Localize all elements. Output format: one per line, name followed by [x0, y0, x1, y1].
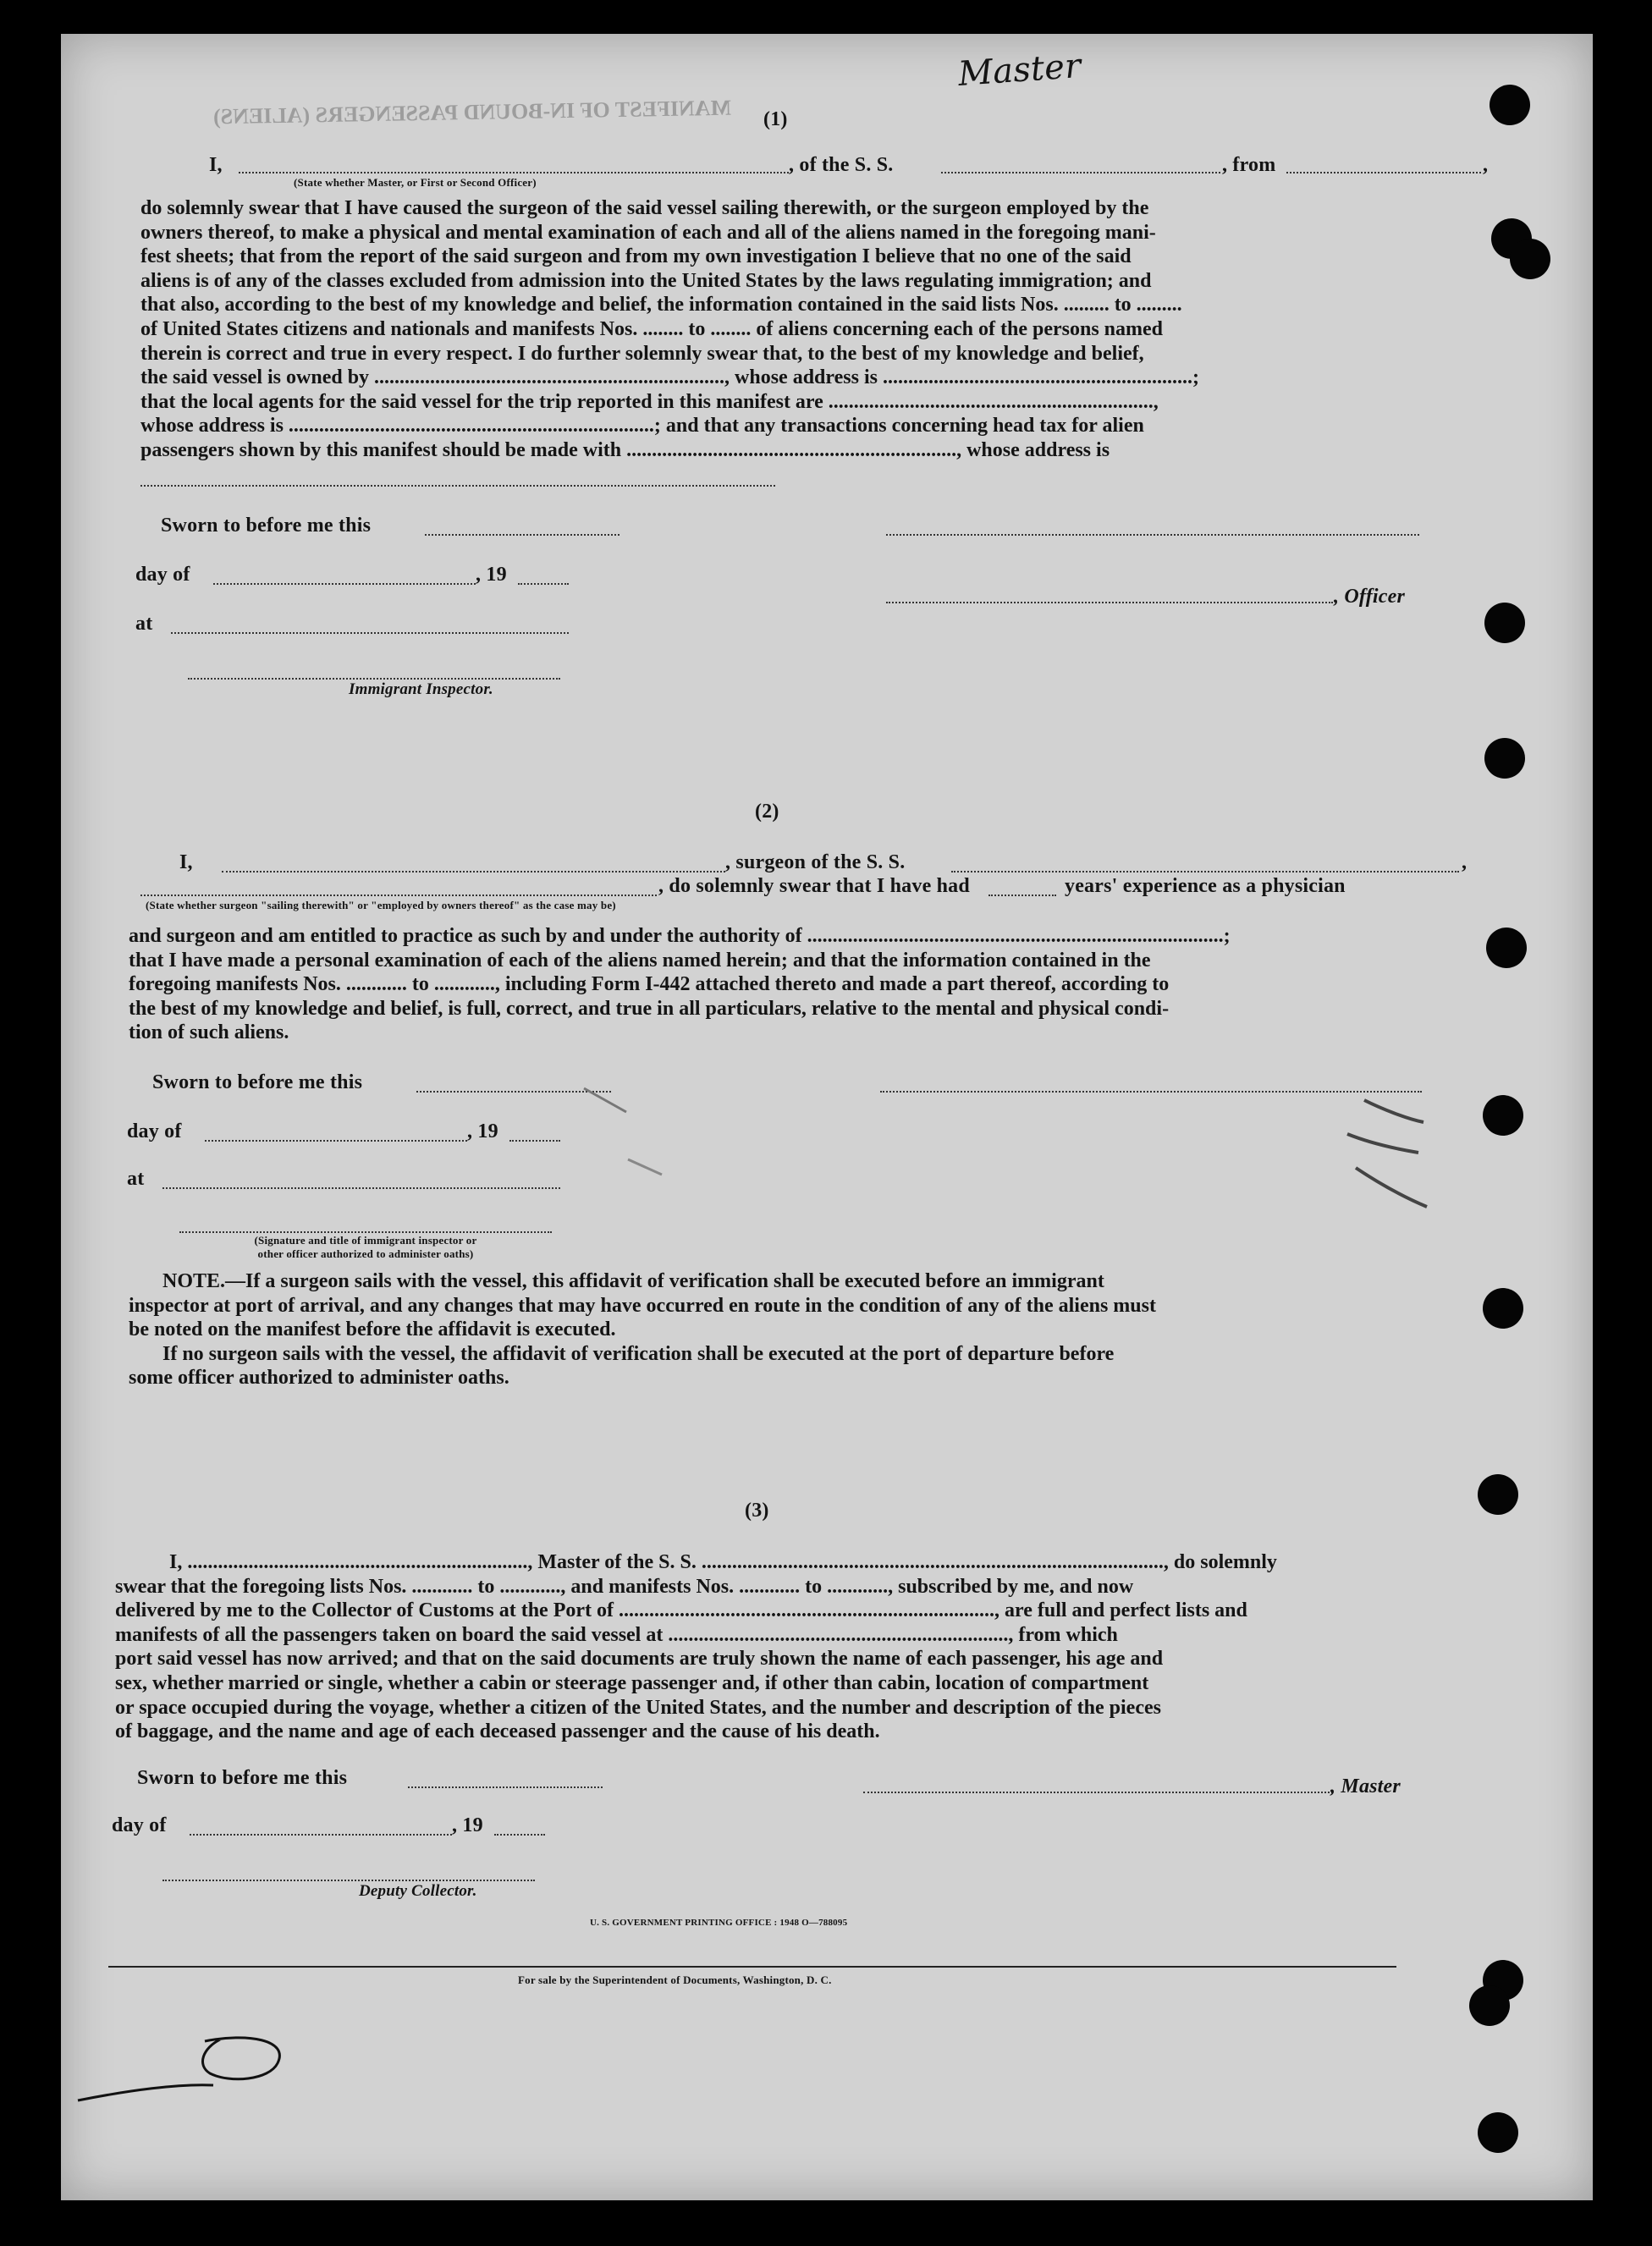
s1-sworn-label: Sworn to before me this [161, 515, 372, 537]
s2-year-prefix: , 19 [467, 1120, 498, 1142]
s2-years-field[interactable] [988, 894, 1056, 896]
s2-at-label: at [127, 1168, 145, 1190]
s3-body-line: delivered by me to the Collector of Customs at the Port of .........................................................................., are full and perfect lists and [115, 1599, 1247, 1622]
s3-sworn-label: Sworn to before me this [137, 1767, 348, 1789]
document-sheet [61, 34, 1593, 2200]
note-line: some officer authorized to administer oaths. [129, 1367, 509, 1390]
note-line: If no surgeon sails with the vessel, the affidavit of verification shall be executed at the port of departure before [162, 1342, 1115, 1365]
s1-year-prefix: , 19 [476, 564, 507, 586]
s2-at-place-field[interactable] [162, 1186, 560, 1189]
s1-officer-label: , Officer [1334, 586, 1405, 608]
binder-hole [1510, 239, 1550, 279]
s1-body-line: fest sheets; that from the report of the said surgeon and from my own investigation I believe that no one of the said [140, 245, 1132, 268]
s1-from-port-field[interactable] [1286, 171, 1481, 173]
footer-rule [108, 1965, 1396, 1968]
binder-hole [1484, 738, 1525, 779]
s1-oath-body [140, 196, 1495, 463]
s2-body-line: that I have made a personal examination of each of the aliens named herein; and that the information contained in the [129, 949, 1151, 972]
s1-sworn-day-field[interactable] [425, 533, 620, 536]
binder-hole [1469, 1985, 1510, 2026]
note-line: NOTE.—If a surgeon sails with the vessel, this affidavit of verification shall be executed before an immigrant [162, 1270, 1104, 1292]
s2-surgeon-status-field[interactable] [140, 894, 657, 896]
s1-officer-name-field[interactable] [239, 171, 789, 173]
s1-body-line: therein is correct and true in every respect. I do further solemnly swear that, to the best of my knowledge and belief, [140, 342, 1144, 365]
binder-hole [1478, 1474, 1518, 1515]
s1-day-of-label: day of [135, 564, 190, 586]
pen-scribble-mark [78, 2014, 332, 2116]
s3-day-of-label: day of [112, 1814, 167, 1836]
printing-office-imprint: U. S. GOVERNMENT PRINTING OFFICE : 1948 O—788095 [590, 1918, 848, 1928]
s1-of-ss-label: , of the S. S. [789, 154, 894, 176]
binder-hole [1484, 603, 1525, 643]
s2-signature-caption [179, 1234, 552, 1261]
s1-officer-caption: (State whether Master, or First or Second Officer) [294, 176, 537, 189]
s1-body-line: that the local agents for the said vessel for the trip reported in this manifest are ................................................................, [140, 390, 1159, 413]
section-2-number: (2) [755, 801, 779, 823]
s2-body-line: foregoing manifests Nos. ............ to ............, including Form I-442 attached thereto and made a part thereof, according to [129, 973, 1170, 996]
s1-year-field[interactable] [518, 582, 569, 585]
binder-hole [1490, 85, 1530, 125]
s3-month-field[interactable] [190, 1833, 452, 1836]
s3-body-line: manifests of all the passengers taken on board the said vessel at ..................................................................., from which [115, 1623, 1118, 1646]
s3-body-line: port said vessel has now arrived; and that on the said documents are truly shown the name of each passenger, his age and [115, 1648, 1164, 1671]
s3-body-line: or space occupied during the voyage, whether a citizen of the United States, and the number and description of the pieces [115, 1696, 1161, 1719]
s3-body-line: swear that the foregoing lists Nos. ............ to ............, and manifests Nos. ............ to ............, subscribed by me, and now [115, 1575, 1134, 1598]
sale-notice: For sale by the Superintendent of Documents, Washington, D. C. [518, 1974, 832, 1986]
s1-body-line: passengers shown by this manifest should be made with ................................................................., whose address is [140, 438, 1110, 461]
s2-day-of-label: day of [127, 1120, 182, 1142]
s2-surgeon-name-field[interactable] [222, 870, 725, 873]
s2-inspector-signature-line[interactable] [179, 1230, 552, 1233]
s3-body-line: sex, whether married or single, whether a cabin or steerage passenger and, if other than cabin, location of compartment [115, 1671, 1149, 1694]
s1-at-place-field[interactable] [171, 631, 569, 634]
s1-inspector-signature-line[interactable] [188, 677, 560, 680]
s2-signature-caption-line: (Signature and title of immigrant inspector or [254, 1234, 477, 1247]
s3-master-label: , Master [1330, 1775, 1401, 1797]
s2-i-label: I, [179, 851, 193, 873]
s2-surgeon-of-label: , surgeon of the S. S. [725, 851, 906, 873]
s3-deputy-label: Deputy Collector. [359, 1882, 477, 1900]
s3-master-signature-line[interactable] [863, 1791, 1333, 1793]
handwritten-note: Master [956, 46, 1082, 95]
binder-hole [1478, 2112, 1518, 2153]
s2-line-end: , [1462, 851, 1468, 873]
s1-address-continuation-field[interactable] [140, 484, 775, 487]
s1-body-line: whose address is ........................................................................; and that any transactions concerning head tax for alien [140, 415, 1144, 438]
binder-hole [1483, 1095, 1523, 1136]
s2-sworn-label: Sworn to before me this [152, 1071, 363, 1093]
s3-oath-body [115, 1550, 1503, 1744]
s1-signature-line[interactable] [886, 533, 1419, 536]
s2-years-label: years' experience as a physician [1065, 875, 1346, 897]
s1-at-label: at [135, 613, 153, 635]
s3-body-line: of baggage, and the name and age of each deceased passenger and the cause of his death. [115, 1720, 880, 1743]
s2-ship-name-field[interactable] [951, 870, 1459, 873]
s3-body-line: I, ..................................................................., Master of the S. S. ..........................................................................................., do solemnly [169, 1551, 1277, 1573]
s3-deputy-signature-line[interactable] [162, 1879, 535, 1881]
s2-body-line: and surgeon and am entitled to practice as such by and under the authority of ..................................................................................; [129, 925, 1231, 947]
s1-officer-signature-line[interactable] [886, 601, 1333, 603]
s2-body-line: the best of my knowledge and belief, is full, correct, and true in all particulars, relative to the mental and physical condi- [129, 997, 1170, 1020]
s1-body-line: that also, according to the best of my knowledge and belief, the information contained in the said lists Nos. ......... to ......... [140, 294, 1182, 317]
s2-month-field[interactable] [205, 1139, 467, 1142]
s3-sworn-day-field[interactable] [408, 1786, 603, 1788]
note-line: be noted on the manifest before the affidavit is executed. [129, 1318, 616, 1341]
s2-surgeon-caption: (State whether surgeon "sailing therewith" or "employed by owners thereof" as the case may be) [146, 899, 616, 911]
bleed-through-header: MANIFEST OF IN-BOUND PASSENGERS (ALIENS) [212, 95, 732, 129]
s3-year-prefix: , 19 [452, 1814, 483, 1836]
s2-body-line: tion of such aliens. [129, 1021, 289, 1044]
s1-body-line: aliens is of any of the classes excluded from admission into the United States by the laws regulating immigration; and [140, 269, 1152, 292]
s1-body-line: of United States citizens and nationals and manifests Nos. ........ to ........ of aliens concerning each of the persons named [140, 317, 1164, 340]
s1-inspector-label: Immigrant Inspector. [349, 680, 493, 698]
s1-month-field[interactable] [213, 582, 476, 585]
note-line: inspector at port of arrival, and any changes that may have occurred en route in the condition of any of the aliens must [129, 1294, 1156, 1317]
s1-body-line: the said vessel is owned by ....................................................................., whose address is .............................................................; [140, 366, 1199, 389]
pencil-check-marks [518, 1041, 1534, 1244]
section-1-number: (1) [763, 108, 788, 130]
s3-year-field[interactable] [494, 1833, 545, 1836]
binder-hole [1486, 928, 1527, 968]
s1-ship-name-field[interactable] [941, 171, 1220, 173]
s2-note [129, 1269, 1500, 1390]
s1-body-line: do solemnly swear that I have caused the surgeon of the said vessel sailing therewith, or the surgeon employed by the [140, 197, 1149, 219]
binder-hole [1483, 1288, 1523, 1329]
s1-from-label: , from [1222, 154, 1276, 176]
s1-line-end: , [1483, 154, 1489, 176]
section-3-number: (3) [745, 1500, 769, 1522]
s2-signature-caption-line: other officer authorized to administer oaths) [257, 1247, 474, 1260]
s2-oath-body [129, 924, 1483, 1045]
s2-swear-label: , do solemnly swear that I have had [658, 875, 970, 897]
s1-i-label: I, [209, 154, 223, 176]
s1-body-line: owners thereof, to make a physical and mental examination of each and all of the aliens named in the foregoing mani- [140, 221, 1156, 244]
